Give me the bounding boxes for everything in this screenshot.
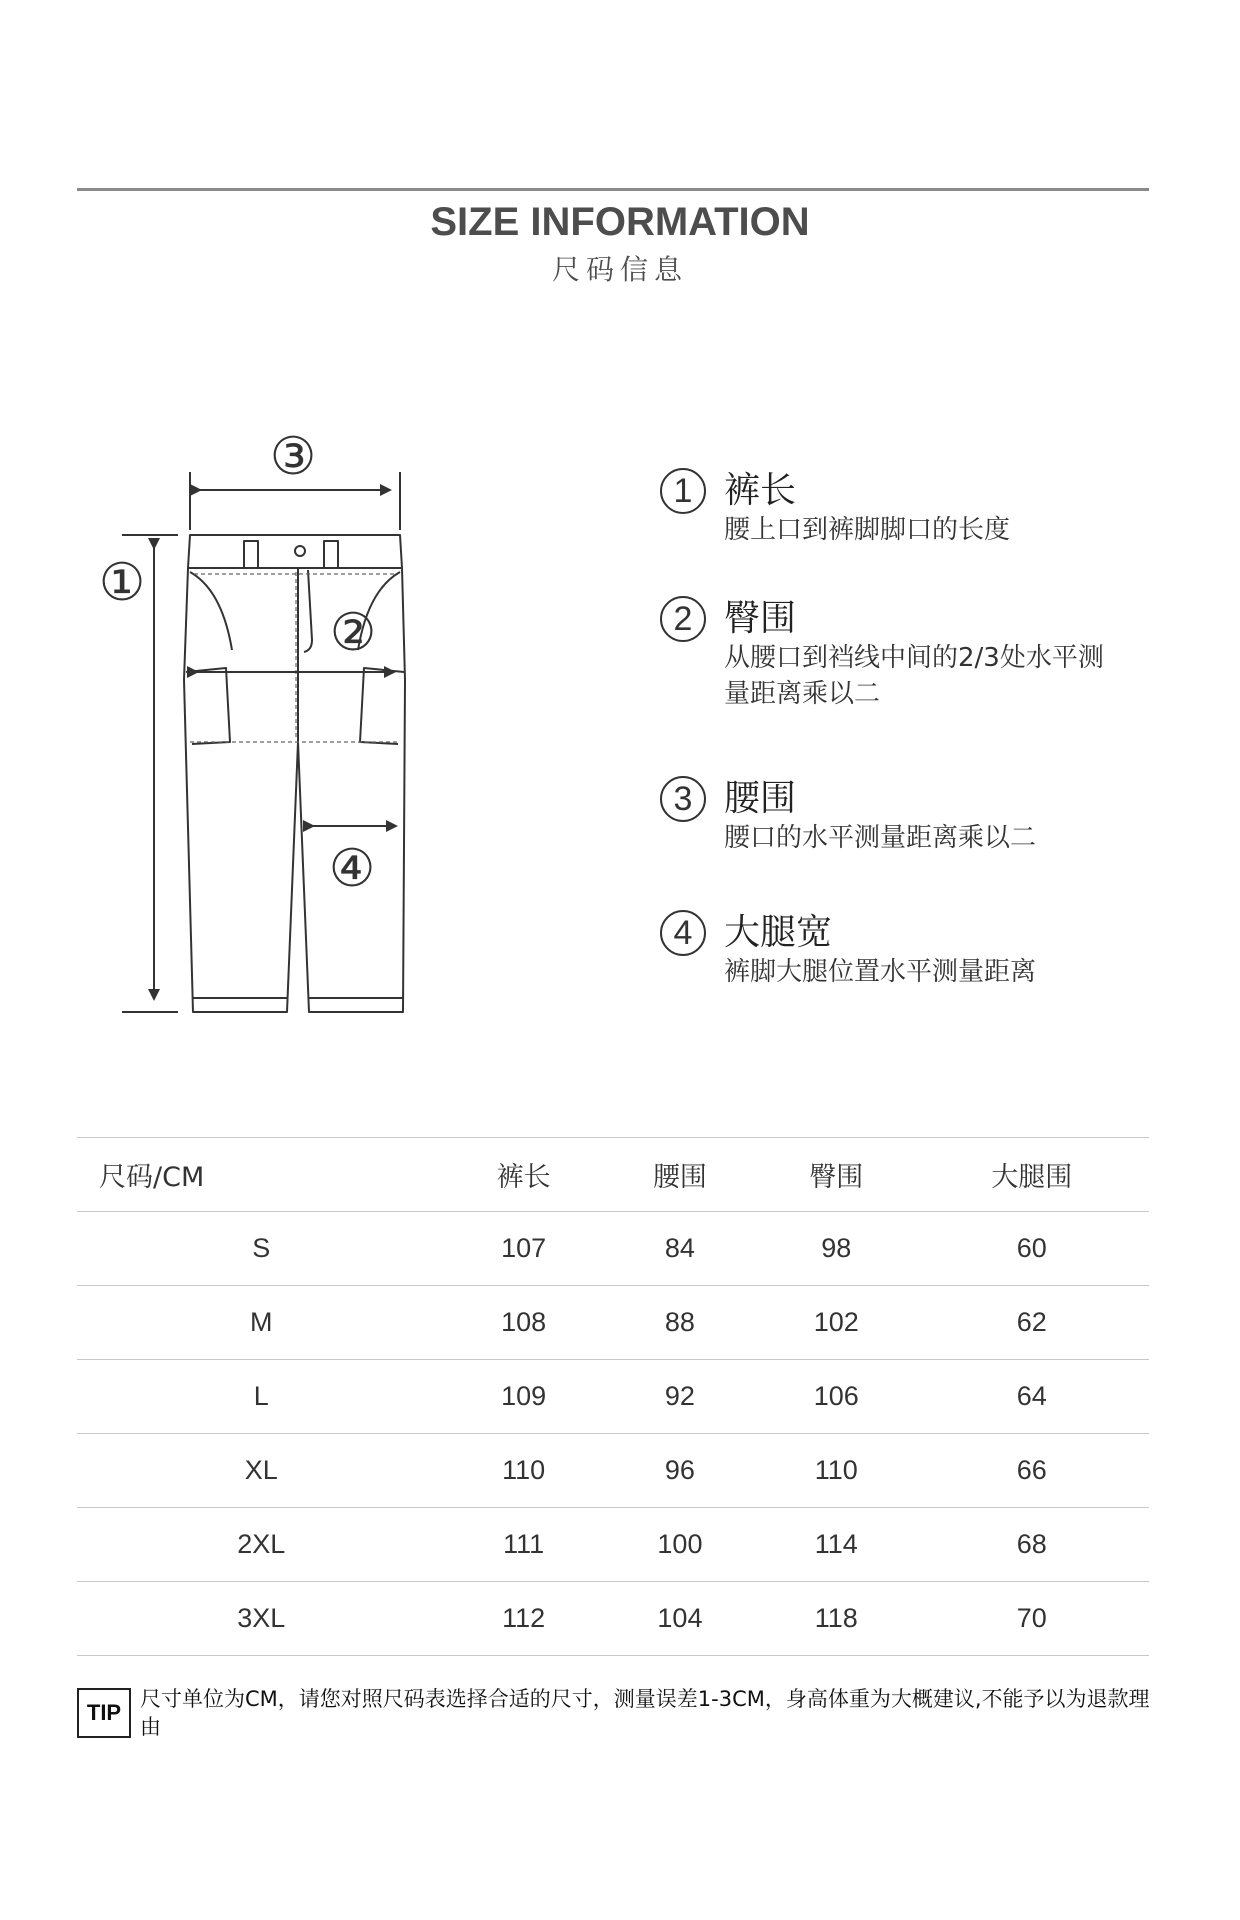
cell-thigh: 64 xyxy=(914,1360,1149,1434)
cell-thigh: 66 xyxy=(914,1434,1149,1508)
page-title: SIZE INFORMATION xyxy=(430,200,810,244)
cell-length: 112 xyxy=(445,1582,601,1656)
legend-description: 从腰口到裆线中间的2/3处水平测量距离乘以二 xyxy=(724,643,1104,709)
cell-waist: 84 xyxy=(602,1212,758,1286)
table-row xyxy=(77,1508,1149,1582)
cell-length: 111 xyxy=(445,1508,601,1582)
cell-thigh: 68 xyxy=(914,1508,1149,1582)
cell-length: 107 xyxy=(445,1212,601,1286)
tip-text: 尺寸单位为CM，请您对照尺码表选择合适的尺寸，测量误差1-3CM，身高体重为大概建议,不能予以为退款理由 xyxy=(140,1687,1150,1739)
table-row xyxy=(77,1360,1149,1434)
marker-waist: ③ xyxy=(269,427,317,487)
cell-length: 109 xyxy=(445,1360,601,1434)
cell-size: XL xyxy=(77,1434,445,1508)
table-row xyxy=(77,1582,1149,1656)
legend-number: 1 xyxy=(660,468,706,514)
cell-hip: 110 xyxy=(758,1434,914,1508)
header-thigh: 大腿围 xyxy=(914,1138,1149,1212)
cell-hip: 114 xyxy=(758,1508,914,1582)
legend-number: 3 xyxy=(660,776,706,822)
marker-thigh: ④ xyxy=(328,839,376,899)
legend-title: 臀围 xyxy=(724,598,797,639)
legend-number: 2 xyxy=(660,596,706,642)
legend-description: 腰口的水平测量距离乘以二 xyxy=(724,823,1037,853)
cell-hip: 106 xyxy=(758,1360,914,1434)
cell-thigh: 62 xyxy=(914,1286,1149,1360)
cell-waist: 104 xyxy=(602,1582,758,1656)
table-row xyxy=(77,1434,1149,1508)
legend-description: 裤脚大腿位置水平测量距离 xyxy=(724,957,1037,987)
table-header-row xyxy=(77,1138,1149,1212)
legend-description: 腰上口到裤脚脚口的长度 xyxy=(724,515,1011,545)
cell-waist: 100 xyxy=(602,1508,758,1582)
header-waist: 腰围 xyxy=(602,1138,758,1212)
cell-length: 108 xyxy=(445,1286,601,1360)
page-subtitle: 尺码信息 xyxy=(551,253,688,286)
top-divider xyxy=(77,188,1149,191)
legend-title: 裤长 xyxy=(724,470,797,511)
cell-hip: 102 xyxy=(758,1286,914,1360)
header-hip: 臀围 xyxy=(758,1138,914,1212)
cell-waist: 88 xyxy=(602,1286,758,1360)
cell-size: M xyxy=(77,1286,445,1360)
cell-thigh: 70 xyxy=(914,1582,1149,1656)
cell-waist: 96 xyxy=(602,1434,758,1508)
cell-hip: 118 xyxy=(758,1582,914,1656)
legend-number: 4 xyxy=(660,910,706,956)
tip-badge: TIP xyxy=(77,1688,131,1738)
cell-waist: 92 xyxy=(602,1360,758,1434)
legend-title: 腰围 xyxy=(724,778,797,819)
cell-size: S xyxy=(77,1212,445,1286)
table-row xyxy=(77,1212,1149,1286)
header-length: 裤长 xyxy=(445,1138,601,1212)
size-table xyxy=(77,1137,1149,1656)
header-size: 尺码/CM xyxy=(77,1138,445,1212)
cell-size: 3XL xyxy=(77,1582,445,1656)
cell-length: 110 xyxy=(445,1434,601,1508)
legend-title: 大腿宽 xyxy=(724,912,833,953)
cell-size: 2XL xyxy=(77,1508,445,1582)
table-row xyxy=(77,1286,1149,1360)
cell-size: L xyxy=(77,1360,445,1434)
marker-hip: ② xyxy=(329,603,377,663)
marker-length: ① xyxy=(98,553,146,613)
cell-hip: 98 xyxy=(758,1212,914,1286)
cell-thigh: 60 xyxy=(914,1212,1149,1286)
